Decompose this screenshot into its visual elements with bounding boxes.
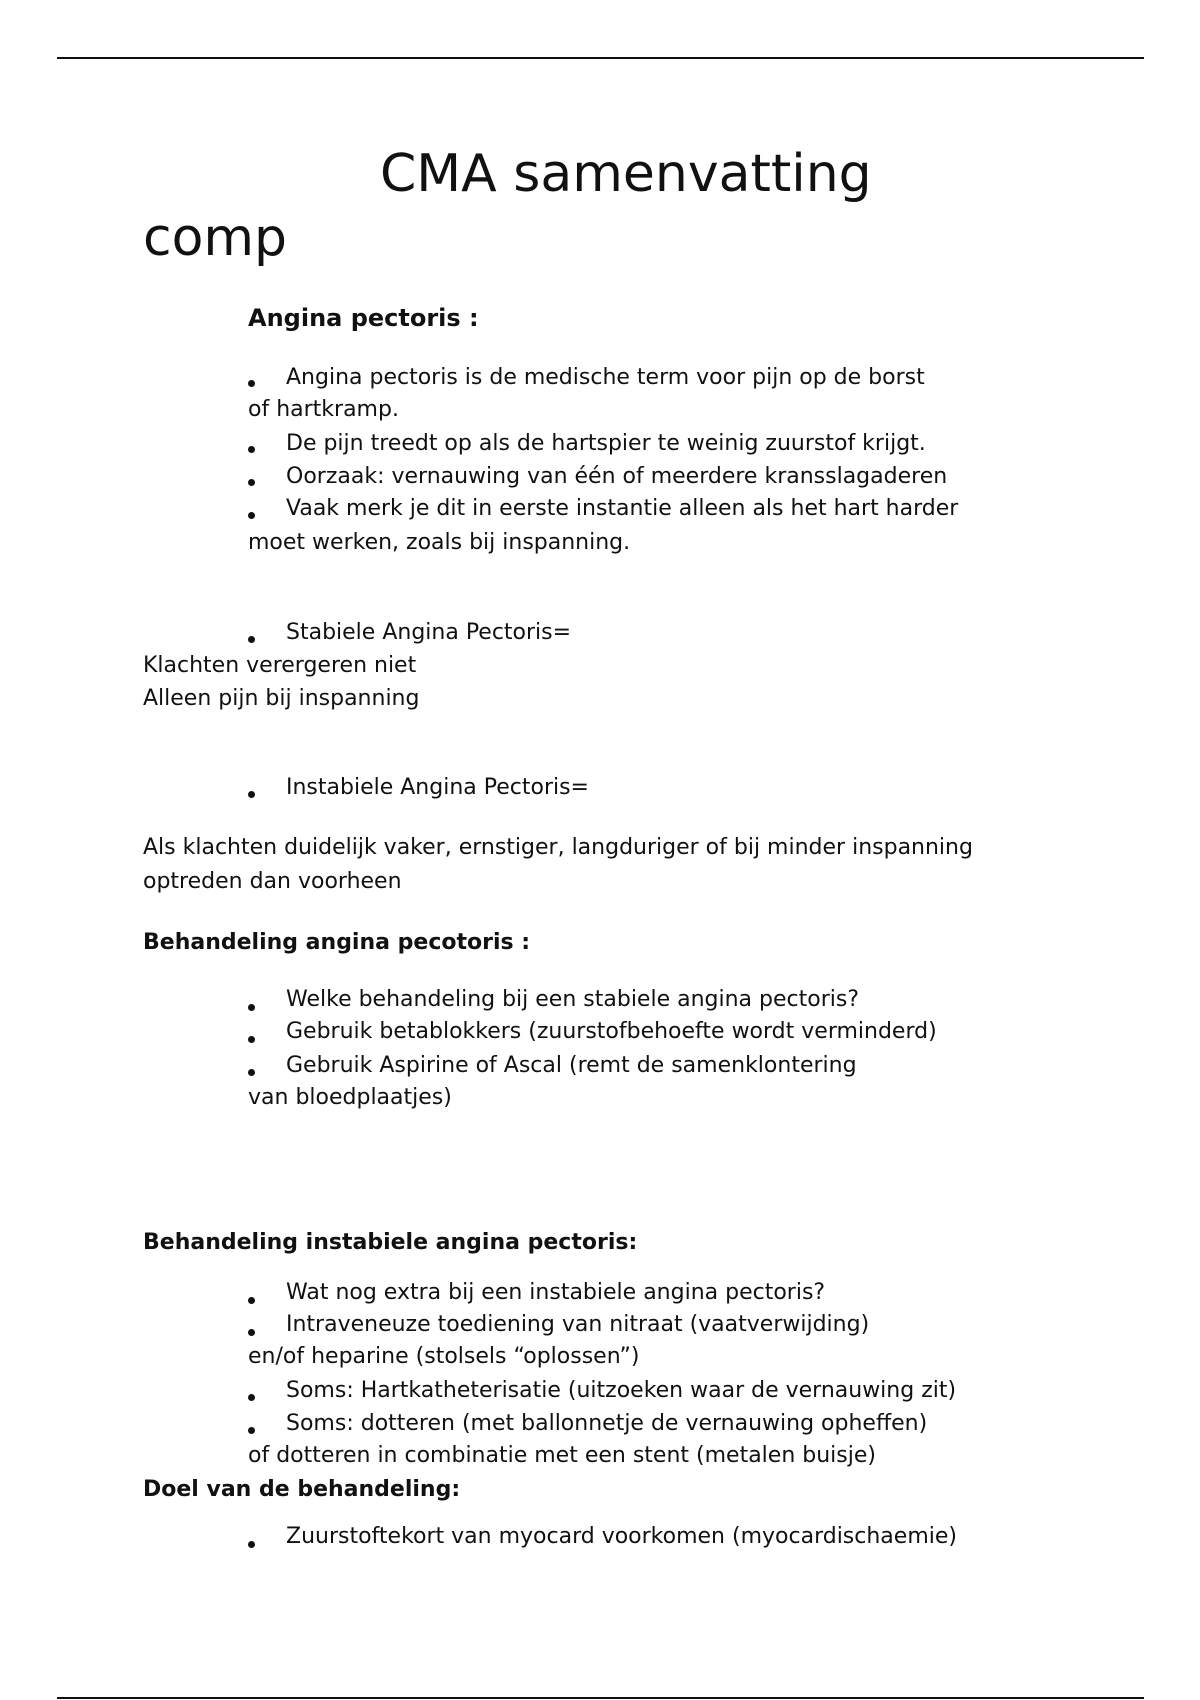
bullet-icon — [248, 1297, 255, 1304]
bullet-icon — [248, 1541, 255, 1548]
section-heading-doel: Doel van de behandeling: — [143, 1477, 461, 1502]
bullet-icon — [248, 636, 255, 643]
list-item: Gebruik betablokkers (zuurstofbehoefte wordt verminderd) — [286, 1019, 937, 1044]
bottom-rule — [57, 1697, 1144, 1699]
paragraph-line: optreden dan voorheen — [143, 869, 402, 894]
bullet-icon — [248, 479, 255, 486]
top-rule — [57, 57, 1144, 59]
list-item: Oorzaak: vernauwing van één of meerdere kransslagaderen — [286, 464, 948, 489]
bullet-icon — [248, 1036, 255, 1043]
page-title: CMA samenvatting — [380, 144, 872, 204]
list-item-stabiel: Stabiele Angina Pectoris= — [286, 620, 572, 645]
list-item: Zuurstoftekort van myocard voorkomen (myocardischaemie) — [286, 1524, 957, 1549]
list-item-continuation: en/of heparine (stolsels “oplossen”) — [248, 1344, 640, 1369]
list-item-continuation: moet werken, zoals bij inspanning. — [248, 530, 631, 555]
bullet-icon — [248, 380, 255, 387]
list-item: De pijn treedt op als de hartspier te weinig zuurstof krijgt. — [286, 431, 926, 456]
list-item: Wat nog extra bij een instabiele angina pectoris? — [286, 1280, 826, 1305]
list-item: Intraveneuze toediening van nitraat (vaatverwijding) — [286, 1312, 870, 1337]
list-item: Gebruik Aspirine of Ascal (remt de samenklontering — [286, 1053, 857, 1078]
list-item-continuation: of hartkramp. — [248, 397, 399, 422]
list-item-instabiel: Instabiele Angina Pectoris= — [286, 775, 589, 800]
section-heading-behandeling-instabiel: Behandeling instabiele angina pectoris: — [143, 1230, 638, 1255]
bullet-icon — [248, 446, 255, 453]
list-item: Welke behandeling bij een stabiele angina pectoris? — [286, 987, 859, 1012]
bullet-icon — [248, 512, 255, 519]
section-heading-behandeling: Behandeling angina pecotoris : — [143, 930, 531, 955]
paragraph-line: Klachten verergeren niet — [143, 653, 417, 678]
list-item: Vaak merk je dit in eerste instantie alleen als het hart harder — [286, 496, 959, 521]
bullet-icon — [248, 791, 255, 798]
list-item-continuation: van bloedplaatjes) — [248, 1085, 452, 1110]
list-item: Soms: Hartkatheterisatie (uitzoeken waar de vernauwing zit) — [286, 1378, 957, 1403]
bullet-icon — [248, 1427, 255, 1434]
list-item: Soms: dotteren (met ballonnetje de vernauwing opheffen) — [286, 1411, 928, 1436]
page-title-continued: comp — [143, 208, 288, 268]
bullet-icon — [248, 1004, 255, 1011]
list-item: Angina pectoris is de medische term voor pijn op de borst — [286, 365, 925, 390]
bullet-icon — [248, 1069, 255, 1076]
bullet-icon — [248, 1394, 255, 1401]
paragraph-line: Als klachten duidelijk vaker, ernstiger, langduriger of bij minder inspanning — [143, 835, 973, 860]
section-heading-angina: Angina pectoris : — [248, 304, 479, 332]
bullet-icon — [248, 1329, 255, 1336]
list-item-continuation: of dotteren in combinatie met een stent (metalen buisje) — [248, 1443, 876, 1468]
paragraph-line: Alleen pijn bij inspanning — [143, 686, 420, 711]
